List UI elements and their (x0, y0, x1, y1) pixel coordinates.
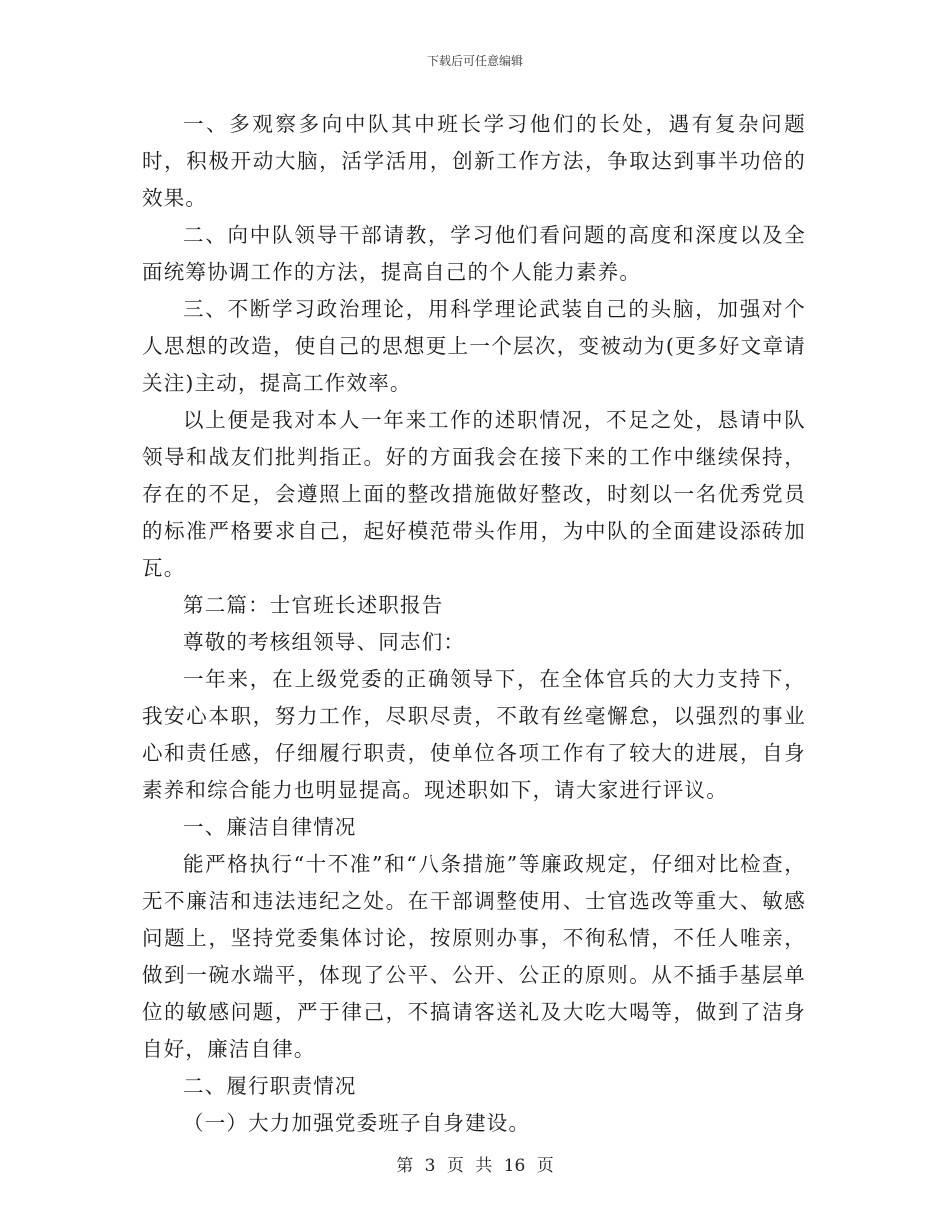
section-title: 第二篇：士官班长述职报告 (183, 593, 444, 617)
paragraph-integrity: 能严格执行“十不准”和“八条措施”等廉政规定，仔细对比检查，无不廉洁和违法违纪之处。在干部调整使用、士官选改等重大、敏感问题上，坚持党委集体讨论，按原则办事，不徇私情，不任人唯亲，做到一碗水端平，体现了公平、公开、公正的原则。从不插手基层单位的敏感问题，严于律己，不搞请客送礼及大吃大喝等，做到了洁身自好，廉洁自律。 (142, 852, 806, 1061)
paragraph-2: 二、向中队领导干部请教，学习他们看问题的高度和深度以及全面统筹协调工作的方法，提高自己的个人能力素养。 (142, 223, 806, 284)
subheading-2: 二、履行职责情况 (183, 1074, 357, 1098)
subheading-1: 一、廉洁自律情况 (183, 815, 357, 839)
page-number: 第 3 页 共 16 页 (396, 1156, 554, 1176)
subheading-2-1: （一）大力加强党委班子自身建设。 (183, 1111, 531, 1135)
paragraph-1: 一、多观察多向中队其中班长学习他们的长处，遇有复杂问题时，积极开动大脑，活学活用，创新工作方法，争取达到事半功倍的效果。 (142, 112, 806, 210)
salutation: 尊敬的考核组领导、同志们： (183, 630, 466, 654)
paragraph-intro: 一年来，在上级党委的正确领导下，在全体官兵的大力支持下，我安心本职，努力工作，尽职尽责，不敢有丝毫懈怠，以强烈的事业心和责任感，仔细履行职责，使单位各项工作有了较大的进展，自身素养和综合能力也明显提高。现述职如下，请大家进行评议。 (142, 667, 806, 802)
document-body (142, 106, 806, 1142)
paragraph-3: 三、不断学习政治理论，用科学理论武装自己的头脑，加强对个人思想的改造，使自己的思想更上一个层次，变被动为(更多好文章请关注)主动，提高工作效率。 (142, 297, 806, 395)
paragraph-4: 以上便是我对本人一年来工作的述职情况，不足之处，恳请中队领导和战友们批判指正。好的方面我会在接下来的工作中继续保持，存在的不足，会遵照上面的整改措施做好整改，时刻以一名优秀党员的标准严格要求自己，起好模范带头作用，为中队的全面建设添砖加瓦。 (142, 408, 806, 580)
page-header: 下载后可任意编辑 (426, 54, 523, 68)
